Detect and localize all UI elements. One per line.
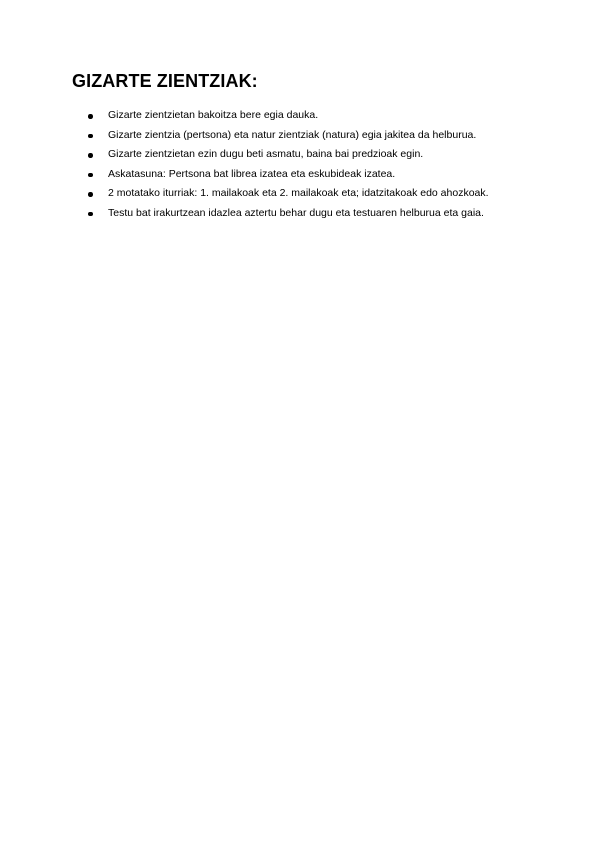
- page-title: GIZARTE ZIENTZIAK:: [72, 71, 258, 91]
- list-item-text: Gizarte zientzia (pertsona) eta natur zientziak (natura) egia jakitea da helburua.: [108, 128, 477, 141]
- list-item-text: Askatasuna: Pertsona bat librea izatea eta eskubideak izatea.: [108, 167, 396, 180]
- list-item-text: 2 motatako iturriak: 1. mailakoak eta 2. mailakoak eta; idatzitakoak edo ahozkoak.: [108, 187, 489, 199]
- bullet-icon: [88, 153, 93, 158]
- bullet-icon: [88, 212, 93, 217]
- list-item-text: Testu bat irakurtzean idazlea aztertu behar dugu eta testuaren helburua eta gaia.: [108, 206, 484, 219]
- bullet-icon: [88, 192, 93, 197]
- list-item-text: Gizarte zientzietan ezin dugu beti asmatu, baina bai predzioak egin.: [108, 148, 424, 160]
- bullet-icon: [88, 173, 93, 178]
- list-item-text: Gizarte zientzietan bakoitza bere egia dauka.: [108, 109, 319, 121]
- bullet-icon: [88, 134, 93, 139]
- bullet-icon: [88, 114, 93, 119]
